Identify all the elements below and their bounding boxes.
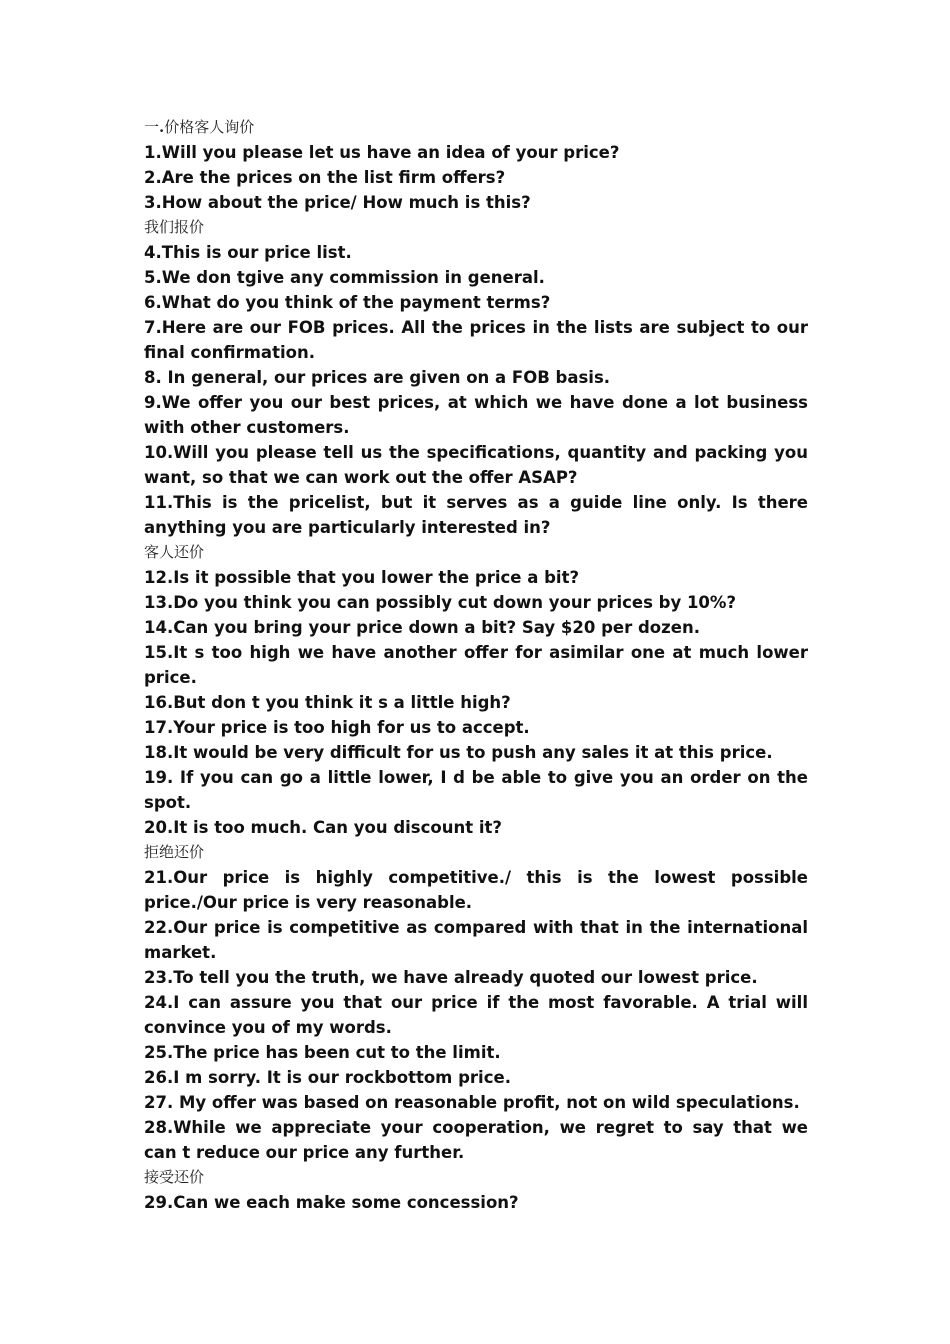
heading-text: 价格客人询价 <box>164 118 255 136</box>
phrase-line: final confirmation. <box>144 343 315 362</box>
document-page <box>144 115 808 1215</box>
phrase-line: 19. If you can go a little lower, I d be able to give you an order on the <box>144 768 808 787</box>
phrase-line: 7.Here are our FOB prices. All the prices in the lists are subject to our <box>144 318 808 337</box>
phrase-line: 5.We don tgive any commission in general. <box>144 268 545 287</box>
phrase-line: 4.This is our price list. <box>144 243 352 262</box>
phrase-line: 11.This is the pricelist, but it serves as a guide line only. Is there <box>144 493 808 512</box>
phrase-line: 8. In general, our prices are given on a FOB basis. <box>144 368 611 387</box>
phrase-line: 24.I can assure you that our price if the most favorable. A trial will <box>144 993 808 1012</box>
phrase-line: 25.The price has been cut to the limit. <box>144 1043 501 1062</box>
phrase-line: 23.To tell you the truth, we have already quoted our lowest price. <box>144 968 758 987</box>
phrase-line: market. <box>144 943 217 962</box>
phrase-line: 17.Your price is too high for us to accept. <box>144 718 530 737</box>
phrase-line: 12.Is it possible that you lower the price a bit? <box>144 568 580 587</box>
phrase-line: 10.Will you please tell us the specifications, quantity and packing you <box>144 443 808 462</box>
section-heading-our-quote: 我们报价 <box>144 218 205 236</box>
heading-dot: . <box>159 118 165 136</box>
section-heading-inquiry <box>144 115 808 140</box>
phrase-line: 29.Can we each make some concession? <box>144 1193 519 1212</box>
phrase-line: can t reduce our price any further. <box>144 1143 465 1162</box>
phrase-line: 26.I m sorry. It is our rockbottom price. <box>144 1068 511 1087</box>
phrase-line: convince you of my words. <box>144 1018 392 1037</box>
heading-prefix: 一 <box>144 118 160 136</box>
phrase-line: 6.What do you think of the payment terms? <box>144 293 551 312</box>
section-heading-counter-offer: 客人还价 <box>144 543 205 561</box>
phrase-line: 15.It s too high we have another offer for asimilar one at much lower <box>144 643 808 662</box>
phrase-line: spot. <box>144 793 192 812</box>
phrase-line: 1.Will you please let us have an idea of your price? <box>144 143 620 162</box>
phrase-line: 3.How about the price/ How much is this? <box>144 193 531 212</box>
phrase-line: 13.Do you think you can possibly cut down your prices by 10%? <box>144 593 737 612</box>
phrase-line: with other customers. <box>144 418 350 437</box>
section-heading-refuse-counter: 拒绝还价 <box>144 843 205 861</box>
phrase-line: 21.Our price is highly competitive./ this is the lowest possible <box>144 868 808 887</box>
phrase-line: 14.Can you bring your price down a bit? Say $20 per dozen. <box>144 618 700 637</box>
phrase-line: price. <box>144 668 197 687</box>
section-heading-accept-counter: 接受还价 <box>144 1168 205 1186</box>
phrase-line: anything you are particularly interested in? <box>144 518 551 537</box>
phrase-line: 18.It would be very difficult for us to push any sales it at this price. <box>144 743 773 762</box>
phrase-line: 16.But don t you think it s a little high? <box>144 693 511 712</box>
phrase-line: 9.We offer you our best prices, at which we have done a lot business <box>144 393 808 412</box>
phrase-line: 22.Our price is competitive as compared with that in the international <box>144 918 808 937</box>
phrase-line: 28.While we appreciate your cooperation, we regret to say that we <box>144 1118 808 1137</box>
phrase-line: want, so that we can work out the offer ASAP? <box>144 468 578 487</box>
phrase-line: 27. My offer was based on reasonable profit, not on wild speculations. <box>144 1093 800 1112</box>
phrase-line: 2.Are the prices on the list firm offers? <box>144 168 506 187</box>
phrase-line: price./Our price is very reasonable. <box>144 893 473 912</box>
phrase-line: 20.It is too much. Can you discount it? <box>144 818 502 837</box>
